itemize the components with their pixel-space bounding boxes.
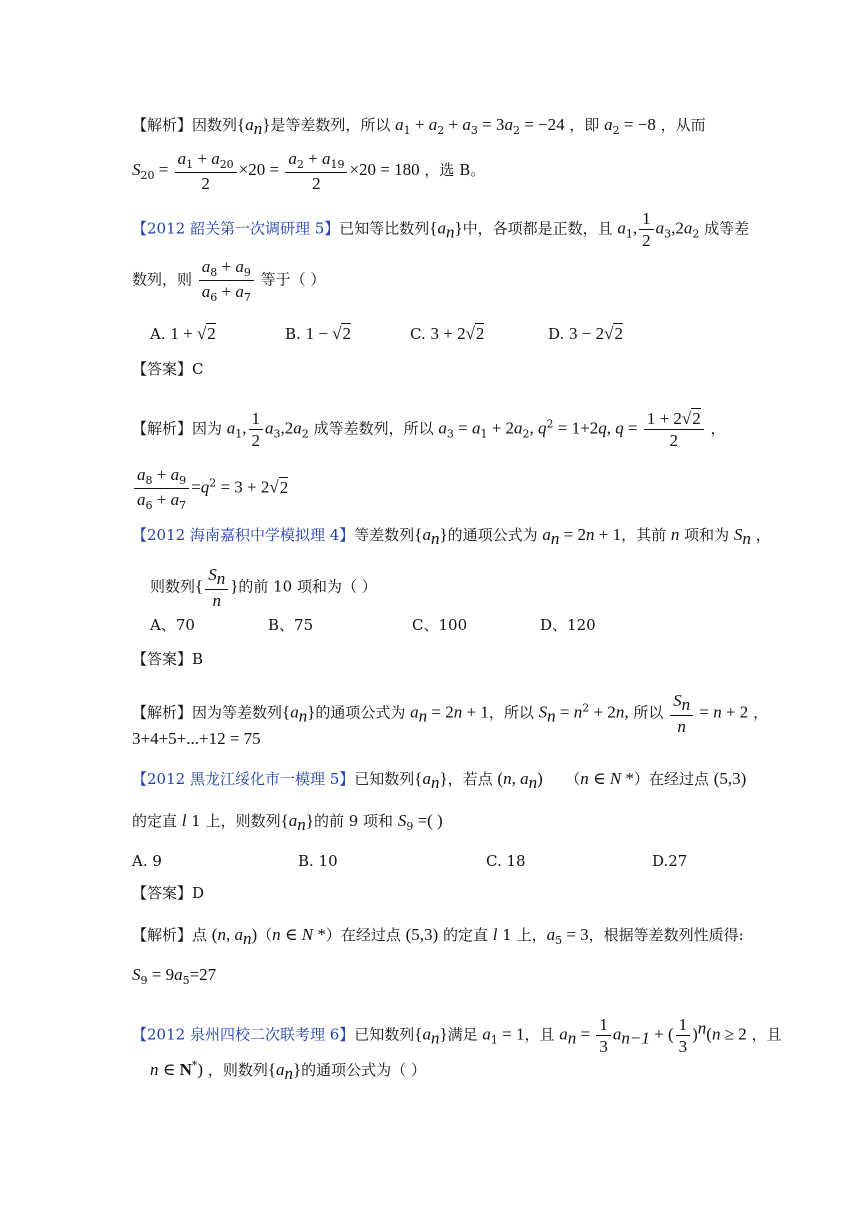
q1-stem-line-1: 【2012 韶关第一次调研理 5】已知等比数列$\{a_n\}$中，各项都是正数，且 $a_1$, $\frac{1}{2}$ $a_3,2a_2$ 成等差 bbox=[132, 209, 750, 250]
q3-option-b: B. 10 bbox=[298, 852, 338, 870]
q2-analysis-line-1: 【解析】因为等差数列$\{a_n\}$的通项公式为 $a_n = 2n + 1$，所以 $S_n = n^2 + 2n$, 所以 $\frac{S_n}{n}$ = n + 2 ， bbox=[132, 691, 769, 736]
q2-analysis-line-2: 3+4+5+...+12 = 75 bbox=[132, 729, 261, 748]
fraction: $\frac{a_2 + a_{19}}{2}$ bbox=[285, 150, 347, 192]
q4-stem-line-2: n ∈ N*) ，则数列$\{a_n\}$的通项公式为（ ） bbox=[150, 1059, 426, 1083]
q1-analysis-line-1: 【解析】因为 $a_1$, $\frac{1}{2}$ $a_3,2a_2$ 成等差数列，所以 $a_3 = a_1 + 2a_2$, $q^2 = 1+2q$, q = $\frac{1 + 2√2}{2}$ ， bbox=[132, 409, 726, 450]
q2-source: 【2012 海南嘉积中学模拟理 4】 bbox=[132, 526, 355, 544]
analysis-tag: 【解析】 bbox=[132, 116, 193, 134]
q1-stem-line-2: 数列，则 $\frac{a_8 + a_9}{a_6 + a_7}$ 等于（ ） bbox=[132, 257, 326, 304]
q3-source: 【2012 黑龙江绥化市一模理 5】 bbox=[132, 770, 355, 788]
q2-option-d: D、120 bbox=[540, 616, 596, 634]
analysis-line-1: 【解析】因数列$\{a_n\}$是等差数列，所以 $a_1 + a_2 + a_3 = 3a_2 = -24$ ，即 $a_2 = -8$ ，从而 bbox=[132, 115, 706, 138]
q2-option-c: C、100 bbox=[412, 616, 468, 634]
q3-answer: 【答案】D bbox=[132, 884, 205, 902]
q1-answer: 【答案】C bbox=[132, 360, 204, 378]
q3-option-d: D.27 bbox=[652, 852, 688, 870]
q4-stem-line-1: 【2012 泉州四校二次联考理 6】已知数列$\{a_n\}$满足 $a_1 = 1$，且 $a_n$ = $\frac{1}{3}$ $a_{n-1}$ + ( $\frac{1}{3}$ )$^n$(n ≥ 2 ，且 bbox=[132, 1015, 782, 1056]
q3-stem-line-2: 的定直 l 1 上，则数列$\{a_n\}$的前 9 项和 $S_9$ =( ) bbox=[132, 811, 443, 834]
q2-answer: 【答案】B bbox=[132, 650, 204, 668]
q3-analysis-line-2: $S_9 = 9a_5=27$ bbox=[132, 965, 217, 987]
q3-analysis-line-1: 【解析】点 (n, $a_n)(n$ ∈ N *）在经过点 (5,3) 的定直 l 1 上，$a_5 = 3$，根据等差数列性质得: bbox=[132, 925, 744, 948]
q1-option-a: A. 1 + √2 bbox=[150, 324, 216, 343]
q3-option-a: A. 9 bbox=[132, 852, 162, 870]
q4-source: 【2012 泉州四校二次联考理 6】 bbox=[132, 1025, 355, 1044]
q1-source: 【2012 韶关第一次调研理 5】 bbox=[132, 219, 340, 238]
q2-stem-line-2: 则数列{ $\frac{S_n}{n}$ }的前 10 项和为（ ） bbox=[150, 565, 377, 610]
q1-analysis-line-2: $\frac{a_8 + a_9}{a_6 + a_7}$ $=q^2 = 3 + 2√2$ bbox=[132, 466, 288, 511]
q1-option-b: B. 1 − √2 bbox=[285, 324, 351, 343]
q3-stem-line-1: 【2012 黑龙江绥化市一模理 5】已知数列$\{a_n\}$，若点 (n, $a_n$) （n ∈ N *）在经过点 (5,3) bbox=[132, 769, 747, 792]
q2-stem-line-1: 【2012 海南嘉积中学模拟理 4】等差数列$\{a_n\}$的通项公式为 $a_n = 2n + 1$，其前 n 项和为 $S_n$ ， bbox=[132, 525, 771, 548]
q2-option-b: B、75 bbox=[268, 616, 314, 634]
q3-option-c: C. 18 bbox=[486, 852, 526, 870]
analysis-line-2: $S_{20}$ = $\frac{a_1 + a_{20}}{2}$ ×20 = $\frac{a_2 + a_{19}}{2}$ ×20 = 180 ，选 B。 bbox=[132, 149, 486, 193]
q1-option-c: C. 3 + 2√2 bbox=[410, 324, 485, 343]
q1-option-d: D. 3 − 2√2 bbox=[548, 324, 623, 343]
q2-option-a: A、70 bbox=[150, 616, 195, 634]
fraction: $\frac{a_1 + a_{20}}{2}$ bbox=[175, 150, 237, 192]
